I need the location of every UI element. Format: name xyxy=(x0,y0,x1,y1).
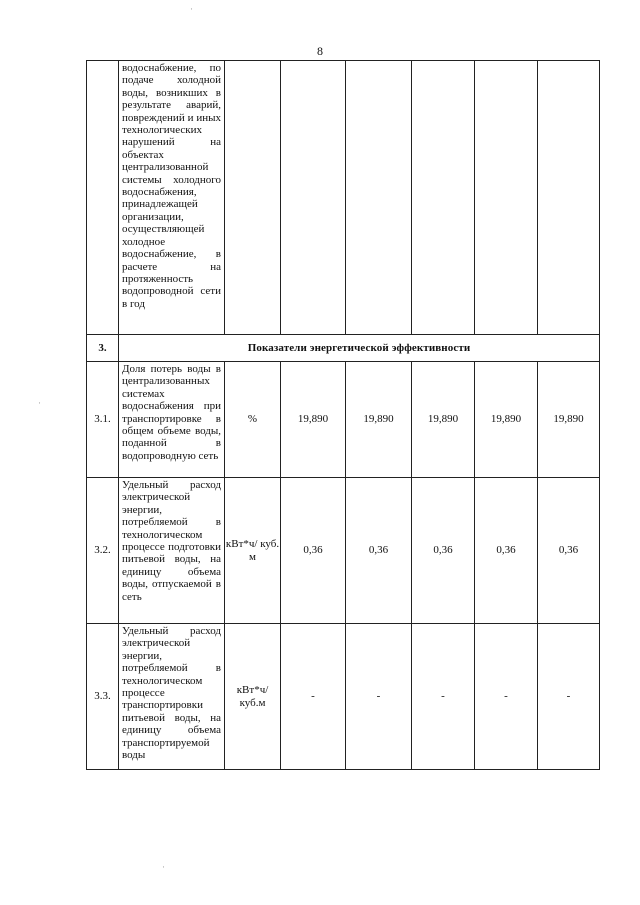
row-value: - xyxy=(538,624,600,770)
table-row xyxy=(87,362,600,478)
row-unit: кВт*ч/ куб.м xyxy=(225,624,281,770)
table-row xyxy=(87,624,600,770)
row-value: 0,36 xyxy=(475,478,538,624)
row-description: Удельный расход электрической энергии, потребляемой в технологическом процессе транспортировки питьевой воды, на единицу объема транспортируемой воды xyxy=(119,624,225,770)
scan-dot: · xyxy=(162,862,165,872)
row-value: 19,890 xyxy=(281,362,346,478)
row-value: 0,36 xyxy=(412,478,475,624)
row-value: 19,890 xyxy=(538,362,600,478)
row-description: Удельный расход электрической энергии, потребляемой в технологическом процессе подготовки питьевой воды, на единицу объема воды, отпускаемой в сеть xyxy=(119,478,225,624)
table-row xyxy=(87,61,600,335)
page-number: 8 xyxy=(317,44,323,58)
row-value xyxy=(346,61,412,335)
row-value: - xyxy=(412,624,475,770)
row-value: - xyxy=(281,624,346,770)
row-value xyxy=(538,61,600,335)
row-number: 3.3. xyxy=(87,624,119,770)
row-value: 0,36 xyxy=(281,478,346,624)
row-description: Доля потерь воды в централизованных системах водоснабжения при транспортировке в общем объеме воды, поданной в водопроводную сеть xyxy=(119,362,225,478)
row-value: 0,36 xyxy=(538,478,600,624)
section-number: 3. xyxy=(87,335,119,362)
row-value: 19,890 xyxy=(412,362,475,478)
row-number xyxy=(87,61,119,335)
row-value: 0,36 xyxy=(346,478,412,624)
row-description: водоснабжение, по подаче холодной воды, возникших в результате аварий, повреждений и иных технологических нарушений на объектах централизованной системы холодного водоснабжения, принадлежащей организации, осуществляющей холодное водоснабжение, в расчете на протяженность водопроводной сети в год xyxy=(119,61,225,335)
section-header-row xyxy=(87,335,600,362)
row-value xyxy=(475,61,538,335)
indicators-table xyxy=(86,60,600,770)
row-unit: кВт*ч/ куб. м xyxy=(225,478,281,624)
row-value xyxy=(412,61,475,335)
row-unit xyxy=(225,61,281,335)
row-value: 19,890 xyxy=(475,362,538,478)
row-value xyxy=(281,61,346,335)
scan-dot: · xyxy=(190,4,193,14)
row-number: 3.1. xyxy=(87,362,119,478)
section-title: Показатели энергетической эффективности xyxy=(119,335,600,362)
row-number: 3.2. xyxy=(87,478,119,624)
row-value: - xyxy=(475,624,538,770)
row-value: - xyxy=(346,624,412,770)
scan-dot: · xyxy=(38,398,41,408)
row-unit: % xyxy=(225,362,281,478)
row-value: 19,890 xyxy=(346,362,412,478)
table-row xyxy=(87,478,600,624)
